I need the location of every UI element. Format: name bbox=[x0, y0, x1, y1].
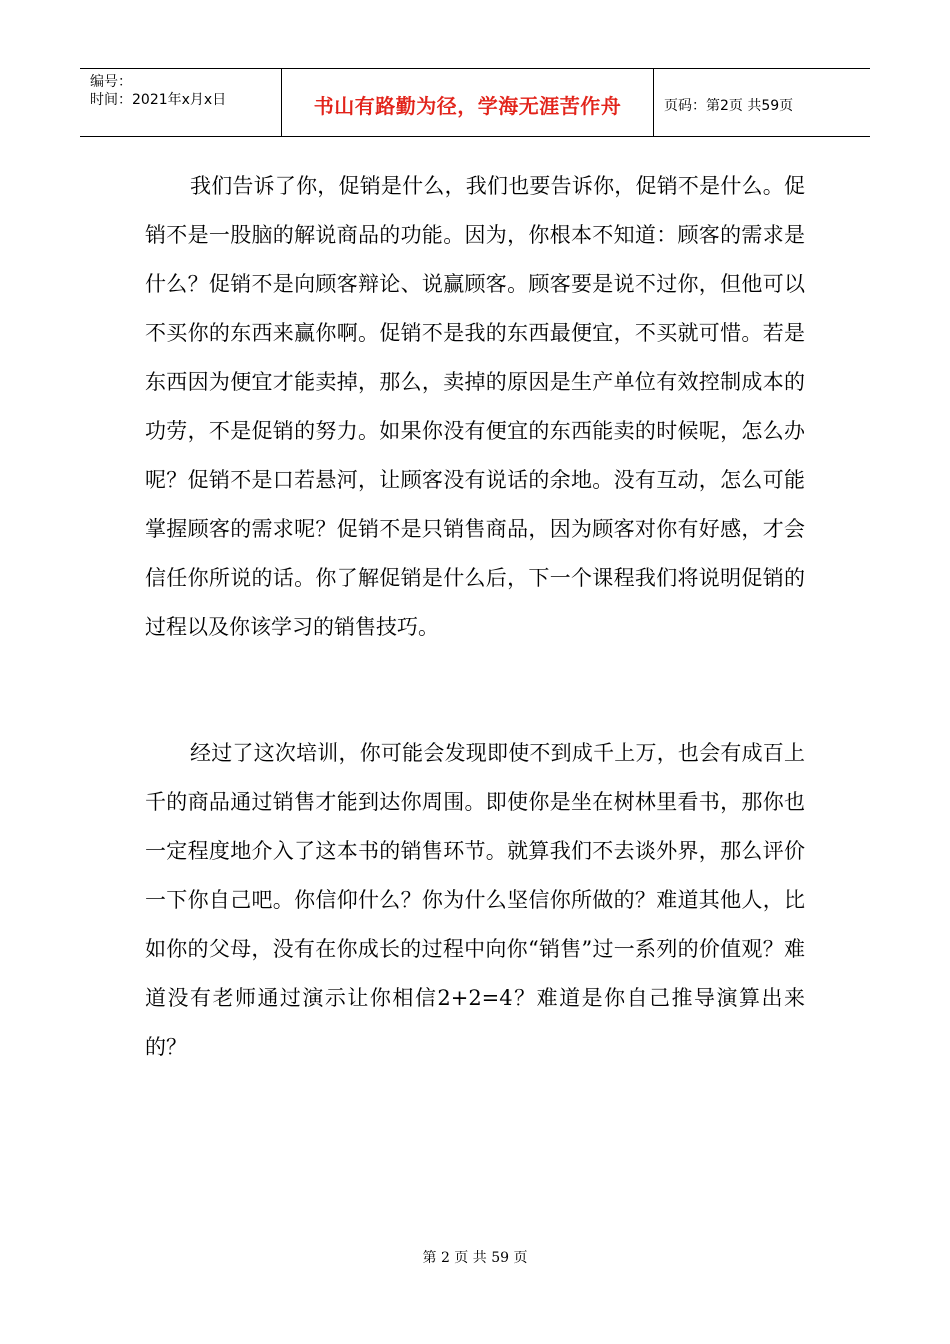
body-paragraph-2: 经过了这次培训，你可能会发现即使不到成千上万，也会有成百上千的商品通过销售才能到达你周围。即使你是坐在树林里看书，那你也一定程度地介入了这本书的销售环节。就算我们不去谈外界，那么评价一下你自己吧。你信仰什么？你为什么坚信你所做的？难道其他人，比如你的父母，没有在你成长的过程中向你“销售”过一系列的价值观？难道没有老师通过演示让你相信2+2=4？难道是你自己推导演算出来的？ bbox=[145, 741, 805, 1059]
document-header bbox=[80, 68, 870, 137]
date-label: 时间：2021年x月x日 bbox=[90, 92, 227, 108]
header-page-cell bbox=[654, 69, 870, 136]
header-page-info: 页码：第2页 共59页 bbox=[664, 97, 794, 114]
page-footer: 第 2 页 共 59 页 bbox=[422, 1250, 528, 1266]
header-left-cell bbox=[80, 69, 282, 136]
serial-number-label: 编号： bbox=[90, 74, 132, 90]
body-paragraph-1: 我们告诉了你，促销是什么，我们也要告诉你，促销不是什么。促销不是一股脑的解说商品的功能。因为，你根本不知道：顾客的需求是什么？促销不是向顾客辩论、说赢顾客。顾客要是说不过你，但他可以不买你的东西来赢你啊。促销不是我的东西最便宜，不买就可惜。若是东西因为便宜才能卖掉，那么，卖掉的原因是生产单位有效控制成本的功劳，不是促销的努力。如果你没有便宜的东西能卖的时候呢，怎么办呢？促销不是口若悬河，让顾客没有说话的余地。没有互动，怎么可能掌握顾客的需求呢？促销不是只销售商品，因为顾客对你有好感，才会信任你所说的话。你了解促销是什么后，下一个课程我们将说明促销的过程以及你该学习的销售技巧。 bbox=[145, 174, 805, 639]
header-motto: 书山有路勤为径，学海无涯苦作舟 bbox=[313, 94, 622, 118]
header-motto-cell bbox=[282, 69, 654, 136]
